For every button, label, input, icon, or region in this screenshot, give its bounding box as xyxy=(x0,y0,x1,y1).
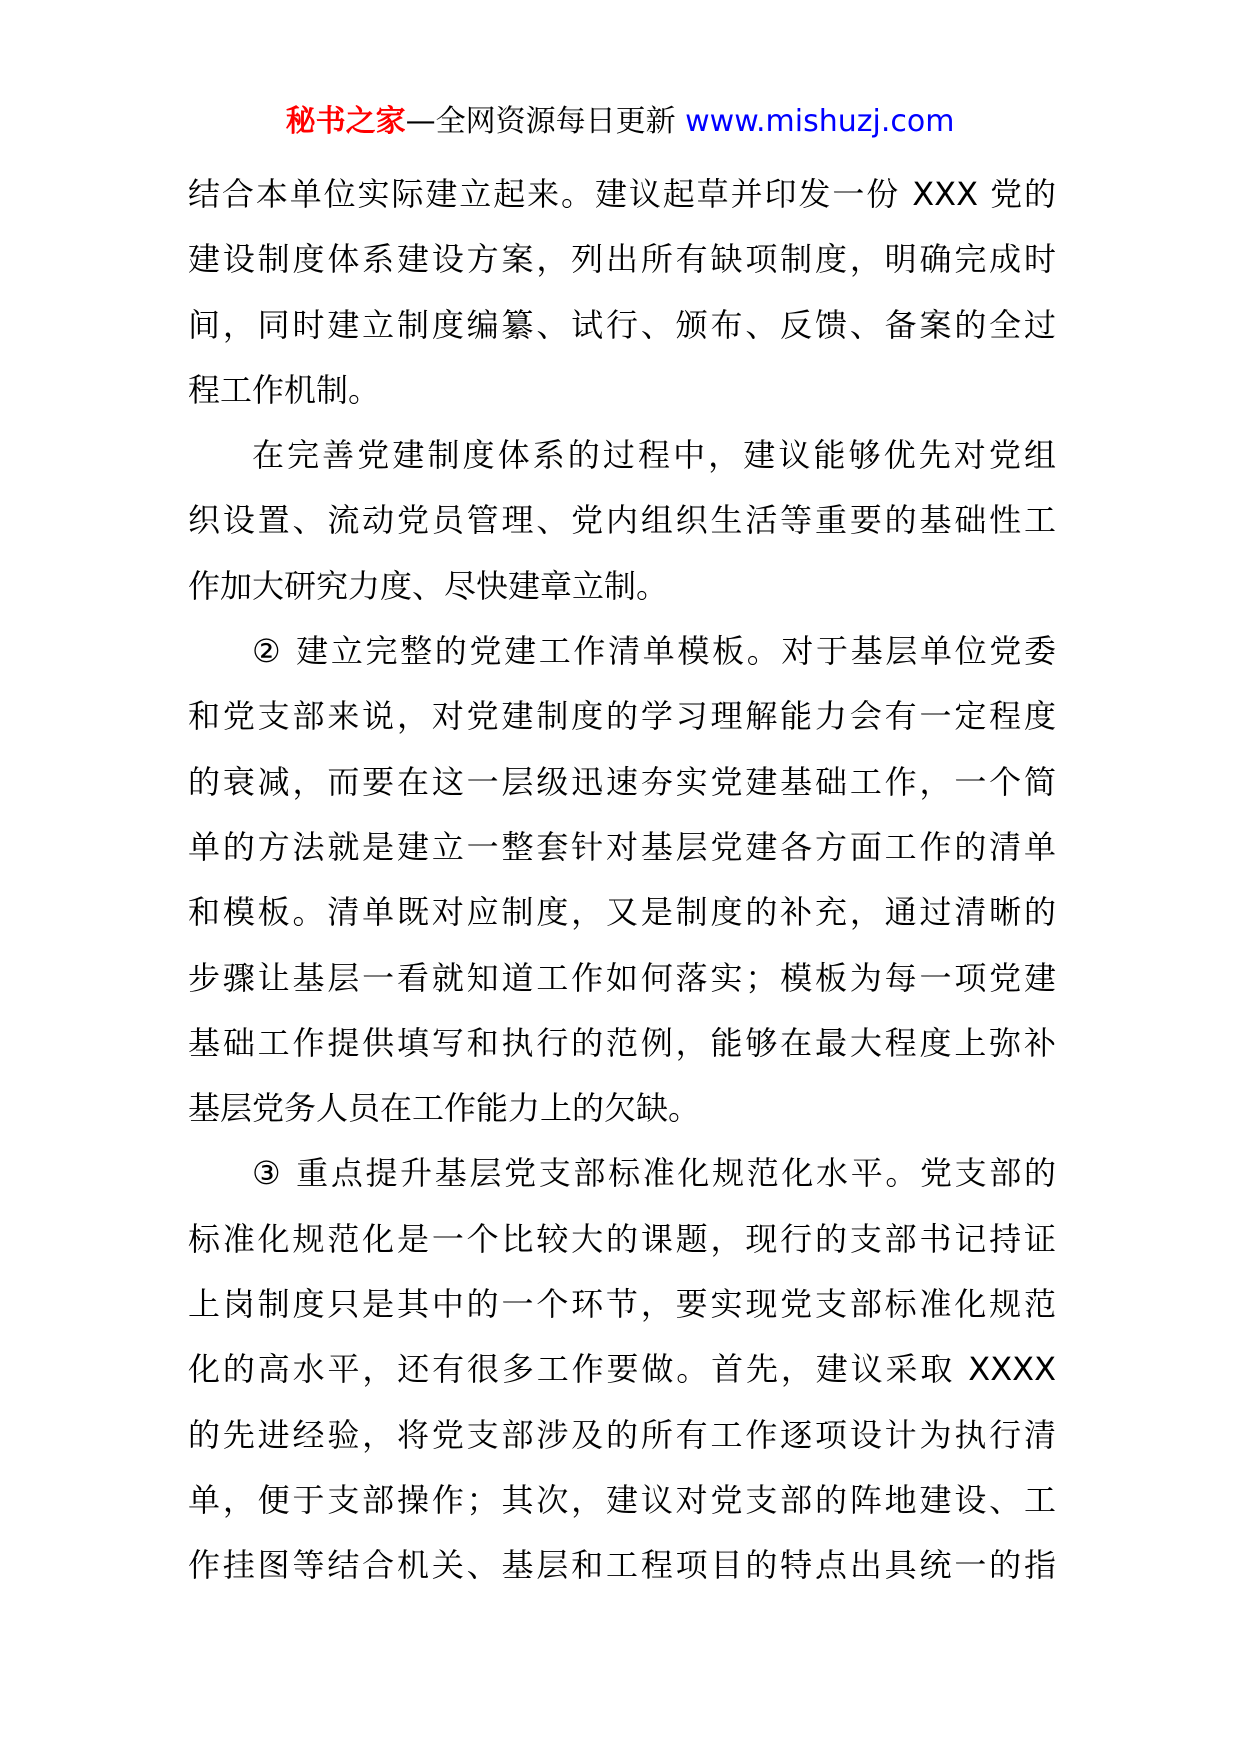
text-line: 化的高水平，还有很多工作要做。首先，建议采取 XXXX xyxy=(188,1350,1056,1389)
text-line: 步骤让基层一看就知道工作如何落实；模板为每一项党建 xyxy=(188,958,1056,997)
text-line: 单，便于支部操作；其次，建议对党支部的阵地建设、工 xyxy=(188,1480,1056,1519)
text-line: 单的方法就是建立一整套针对基层党建各方面工作的清单 xyxy=(188,827,1056,866)
text-line: ② 建立完整的党建工作清单模板。对于基层单位党委 xyxy=(252,632,1056,671)
text-line: 织设置、流动党员管理、党内组织生活等重要的基础性工 xyxy=(188,501,1056,540)
text-line: 上岗制度只是其中的一个环节，要实现党支部标准化规范 xyxy=(188,1285,1056,1324)
text-line: 的先进经验，将党支部涉及的所有工作逐项设计为执行清 xyxy=(188,1415,1056,1454)
text-line: 的衰减，而要在这一层级迅速夯实党建基础工作，一个简 xyxy=(188,762,1056,801)
header-brand: 秘书之家 xyxy=(285,104,406,139)
text-line: 和模板。清单既对应制度，又是制度的补充，通过清晰的 xyxy=(188,893,1056,932)
text-line: 基础工作提供填写和执行的范例，能够在最大程度上弥补 xyxy=(188,1023,1056,1062)
text-line: 和党支部来说，对党建制度的学习理解能力会有一定程度 xyxy=(188,697,1056,736)
text-line: 结合本单位实际建立起来。建议起草并印发一份 XXX 党的 xyxy=(188,175,1056,213)
document-body xyxy=(188,162,1056,1599)
text-line: 标准化规范化是一个比较大的课题，现行的支部书记持证 xyxy=(188,1219,1056,1258)
text-line: 在完善党建制度体系的过程中，建议能够优先对党组 xyxy=(252,436,1056,475)
text-line: 基层党务人员在工作能力上的欠缺。 xyxy=(188,1089,701,1128)
text-line: ③ 重点提升基层党支部标准化规范化水平。党支部的 xyxy=(252,1154,1056,1193)
text-line: 间，同时建立制度编纂、试行、颁布、反馈、备案的全过 xyxy=(188,305,1056,344)
header-tagline: —全网资源每日更新 xyxy=(405,104,686,139)
page-header xyxy=(0,100,1240,144)
text-line: 作挂图等结合机关、基层和工程项目的特点出具统一的指 xyxy=(188,1546,1056,1585)
header-url-link[interactable]: www.mishuzj.com xyxy=(685,104,955,139)
text-line: 作加大研究力度、尽快建章立制。 xyxy=(188,566,669,605)
text-line: 建设制度体系建设方案，列出所有缺项制度，明确完成时 xyxy=(188,240,1056,279)
text-line: 程工作机制。 xyxy=(188,370,381,409)
